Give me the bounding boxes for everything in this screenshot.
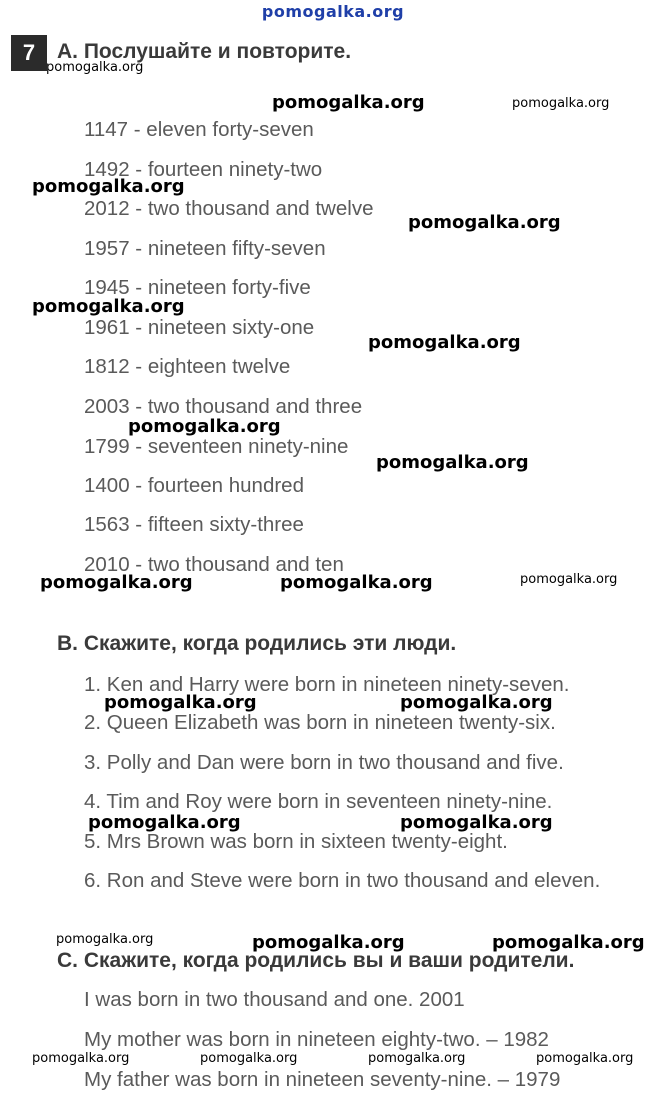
list-item: My mother was born in nineteen eighty-two. – 1982	[84, 1028, 549, 1051]
watermark: pomogalka.org	[104, 692, 257, 713]
watermark: pomogalka.org	[408, 212, 561, 233]
list-item: 3. Polly and Dan were born in two thousand and five.	[84, 751, 564, 774]
watermark: pomogalka.org	[46, 60, 144, 75]
list-item: 1812 - eighteen twelve	[84, 355, 291, 378]
list-item: 2003 - two thousand and three	[84, 395, 363, 418]
list-item: 1563 - fifteen sixty-three	[84, 513, 304, 536]
list-item: 1400 - fourteen hundred	[84, 474, 304, 497]
watermark: pomogalka.org	[128, 416, 281, 437]
list-item: I was born in two thousand and one. 2001	[84, 988, 465, 1011]
watermark: pomogalka.org	[368, 1051, 466, 1066]
watermark: pomogalka.org	[32, 296, 185, 317]
watermark: pomogalka.org	[280, 572, 433, 593]
watermark: pomogalka.org	[32, 1051, 130, 1066]
list-item: 1961 - nineteen sixty-one	[84, 316, 315, 339]
watermark: pomogalka.org	[400, 812, 553, 833]
watermark: pomogalka.org	[32, 176, 185, 197]
list-item: 6. Ron and Steve were born in two thousand and eleven.	[84, 869, 601, 892]
watermark: pomogalka.org	[56, 932, 154, 947]
section-a-title: A. Послушайте и повторите.	[57, 40, 352, 63]
watermark: pomogalka.org	[272, 92, 425, 113]
section-b-title: B. Скажите, когда родились эти люди.	[57, 632, 457, 655]
list-item: 2. Queen Elizabeth was born in nineteen twenty-six.	[84, 711, 556, 734]
exercise-number-badge: 7	[11, 35, 47, 71]
watermark: pomogalka.org	[536, 1051, 634, 1066]
watermark: pomogalka.org	[252, 932, 405, 953]
watermark: pomogalka.org	[400, 692, 553, 713]
watermark: pomogalka.org	[40, 572, 193, 593]
watermark: pomogalka.org	[492, 932, 645, 953]
section-c-title: C. Скажите, когда родились вы и ваши родители.	[57, 949, 575, 972]
list-item: My father was born in nineteen seventy-nine. – 1979	[84, 1068, 561, 1091]
watermark: pomogalka.org	[376, 452, 529, 473]
list-item: 2010 - two thousand and ten	[84, 553, 344, 576]
list-item: 1799 - seventeen ninety-nine	[84, 435, 349, 458]
list-item: 1147 - eleven forty-seven	[84, 118, 314, 141]
watermark: pomogalka.org	[520, 572, 618, 587]
list-item: 5. Mrs Brown was born in sixteen twenty-eight.	[84, 830, 508, 853]
list-item: 1945 - nineteen forty-five	[84, 276, 311, 299]
list-item: 2012 - two thousand and twelve	[84, 197, 374, 220]
top-watermark: pomogalka.org	[261, 2, 405, 21]
list-item: 4. Tim and Roy were born in seventeen ninety-nine.	[84, 790, 553, 813]
watermark: pomogalka.org	[88, 812, 241, 833]
watermark: pomogalka.org	[200, 1051, 298, 1066]
watermark: pomogalka.org	[512, 96, 610, 111]
list-item: 1492 - fourteen ninety-two	[84, 158, 323, 181]
watermark: pomogalka.org	[368, 332, 521, 353]
list-item: 1957 - nineteen fifty-seven	[84, 237, 326, 260]
list-item: 1. Ken and Harry were born in nineteen ninety-seven.	[84, 673, 570, 696]
